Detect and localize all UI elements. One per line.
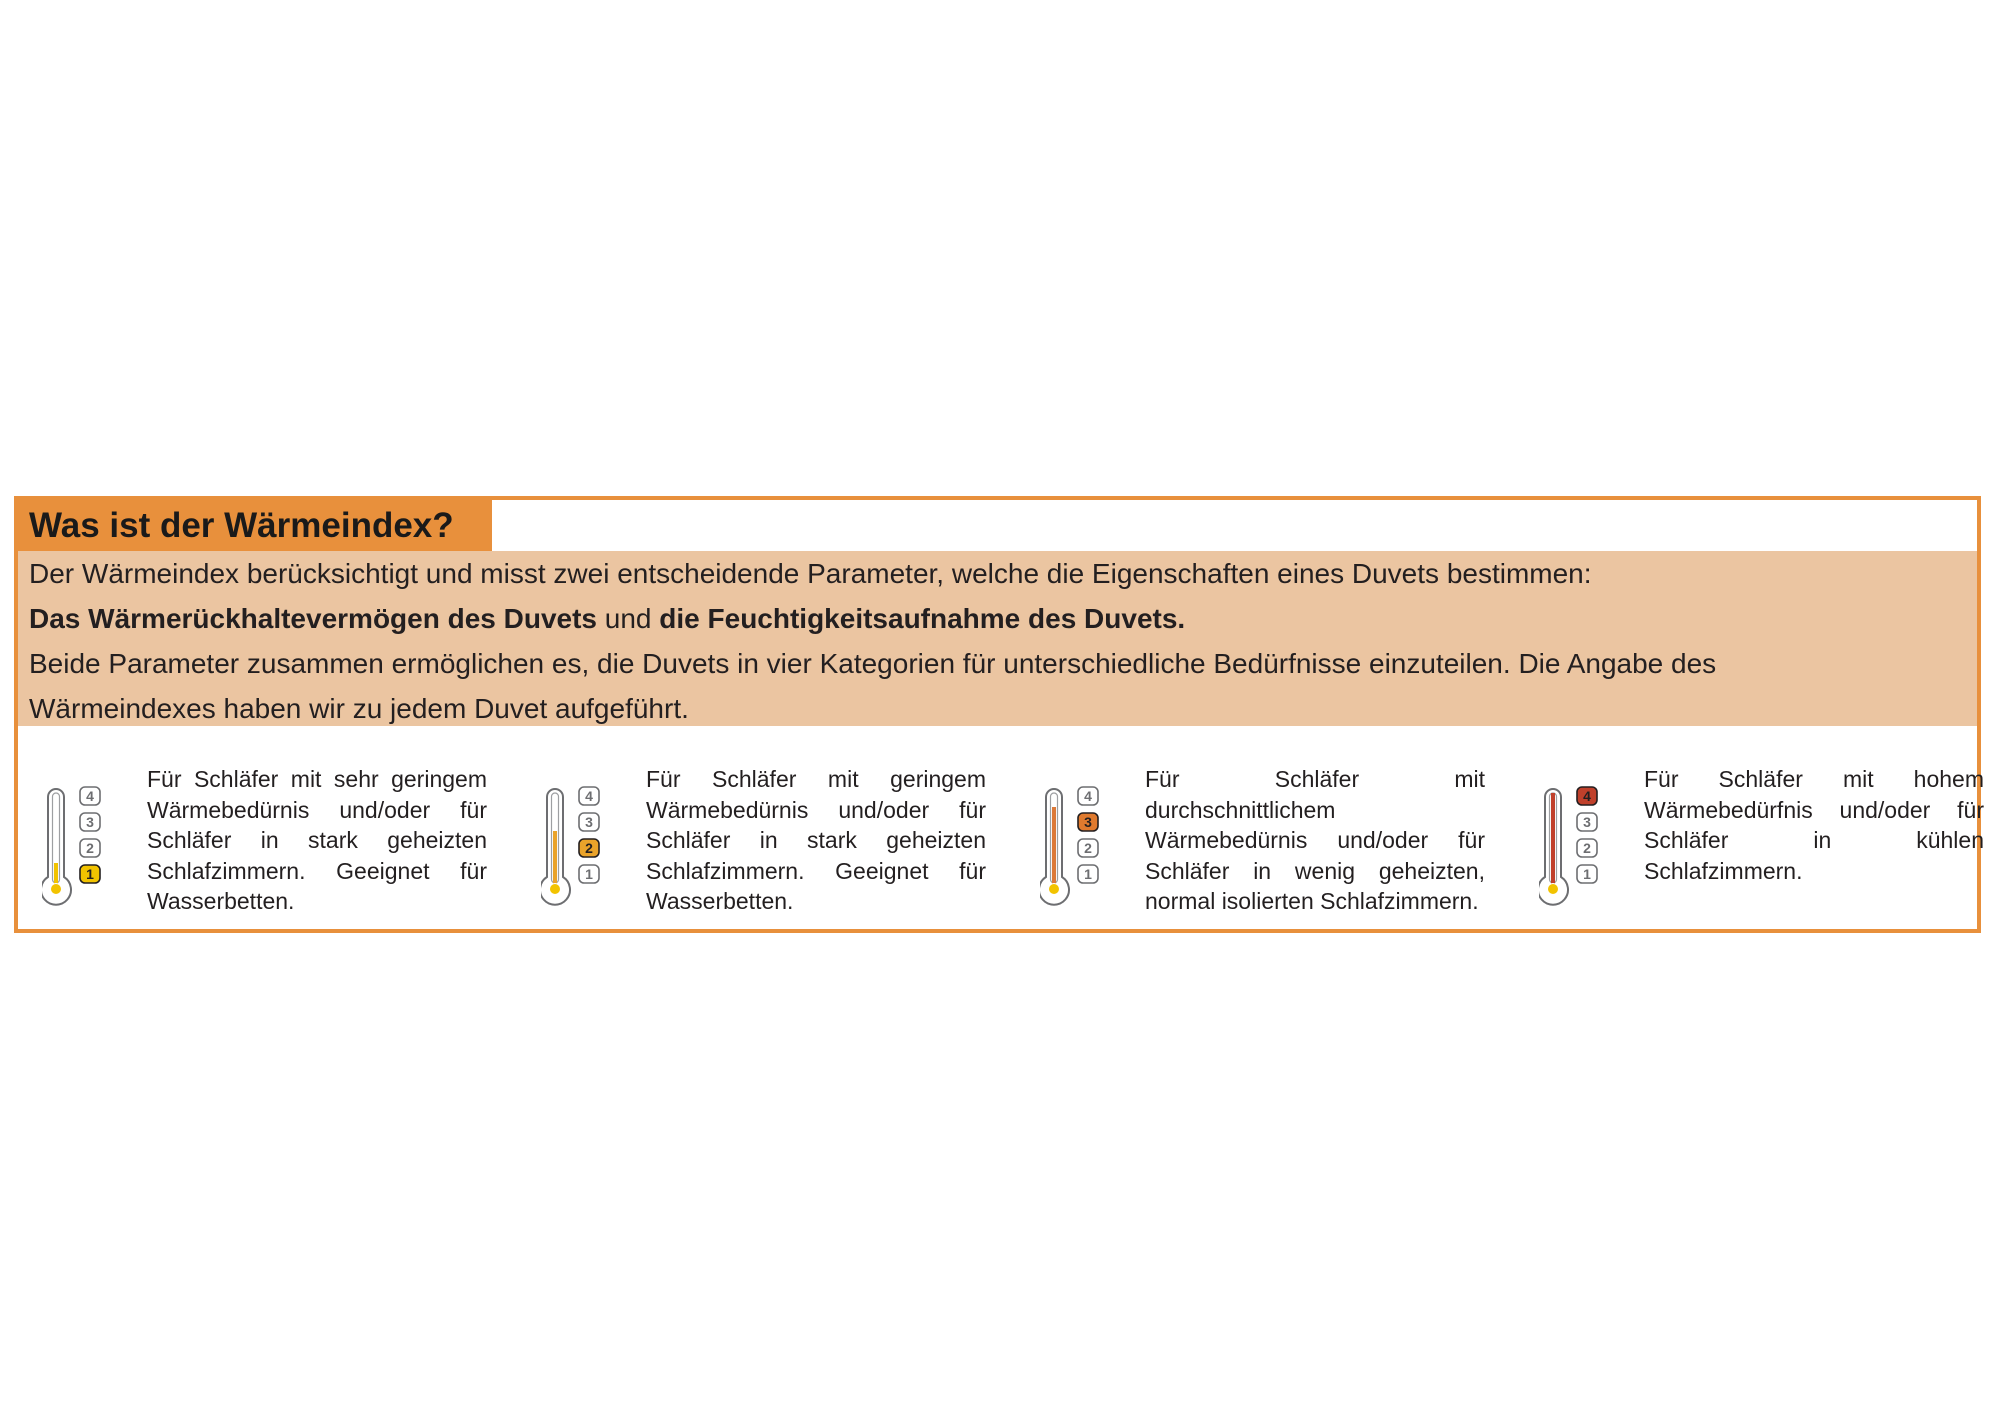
intro-bold-2: die Feuchtigkeitsaufnahme des Duvets. — [659, 603, 1186, 634]
panel-title: Was ist der Wärmeindex? — [29, 505, 454, 545]
thermometer-bulb — [1548, 884, 1559, 895]
thermometer-icon — [1539, 781, 1619, 911]
category-description: Für Schläfer mit geringem Wärmebedürnis und/oder für Schläfer in stark geheizten Schlafzimmern. Geeignet für Wasserbetten. — [646, 766, 986, 914]
level-label-4: 4 — [1583, 788, 1591, 804]
intro-line-2 — [29, 596, 1977, 641]
level-label-1: 1 — [1583, 866, 1591, 882]
level-label-2: 2 — [86, 840, 94, 856]
title-bar — [18, 500, 492, 551]
category-3 — [1040, 764, 1500, 924]
level-label-4: 4 — [86, 788, 94, 804]
level-label-3: 3 — [1583, 814, 1591, 830]
intro-line-4: Wärmeindexes haben wir zu jedem Duvet aufgeführt. — [29, 693, 689, 724]
intro-line-1: Der Wärmeindex berücksichtigt und misst zwei entscheidende Parameter, welche die Eigenschaften eines Duvets bestimmen: — [29, 558, 1592, 589]
intro-line-3: Beide Parameter zusammen ermöglichen es, die Duvets in vier Kategorien für unterschiedliche Bedürfnisse einzuteilen. Die Angabe des — [29, 648, 1717, 679]
thermometer-fill — [553, 831, 557, 884]
thermometer-icon — [42, 781, 122, 911]
level-label-1: 1 — [1084, 866, 1092, 882]
level-label-4: 4 — [1084, 788, 1092, 804]
thermometer-bulb — [1049, 884, 1060, 895]
category-description: Für Schläfer mit hohem Wärmebedürfnis und/oder für Schläfer in kühlen Schlafzimmern. — [1644, 766, 1984, 884]
intro-box — [18, 551, 1977, 726]
level-label-3: 3 — [86, 814, 94, 830]
level-label-3: 3 — [1084, 814, 1092, 830]
level-label-1: 1 — [585, 866, 593, 882]
level-label-4: 4 — [585, 788, 593, 804]
level-label-2: 2 — [1084, 840, 1092, 856]
level-label-1: 1 — [86, 866, 94, 882]
thermometer-fill — [54, 863, 58, 884]
thermometer-bulb — [550, 884, 561, 895]
level-label-2: 2 — [585, 840, 593, 856]
thermometer-icon — [541, 781, 621, 911]
waermeindex-panel — [14, 496, 1984, 933]
category-description: Für Schläfer mit sehr geringem Wärmebedürnis und/oder für Schläfer in stark geheizten Schlafzimmern. Geeignet für Wasserbetten. — [147, 766, 487, 914]
level-label-3: 3 — [585, 814, 593, 830]
category-description: Für Schläfer mit durchschnittlichem Wärmebedürnis und/oder für Schläfer in wenig geheizten, normal isolierten Schlafzimmern. — [1145, 766, 1485, 914]
thermometer-icon — [1040, 781, 1120, 911]
category-2 — [541, 764, 1001, 924]
thermometer-fill — [1551, 793, 1555, 884]
thermometer-fill — [1052, 807, 1056, 884]
category-4 — [1539, 764, 1999, 924]
level-label-2: 2 — [1583, 840, 1591, 856]
category-1 — [42, 764, 502, 924]
thermometer-bulb — [51, 884, 62, 895]
intro-connector: und — [597, 603, 660, 634]
intro-bold-1: Das Wärmerückhaltevermögen des Duvets — [29, 603, 597, 634]
